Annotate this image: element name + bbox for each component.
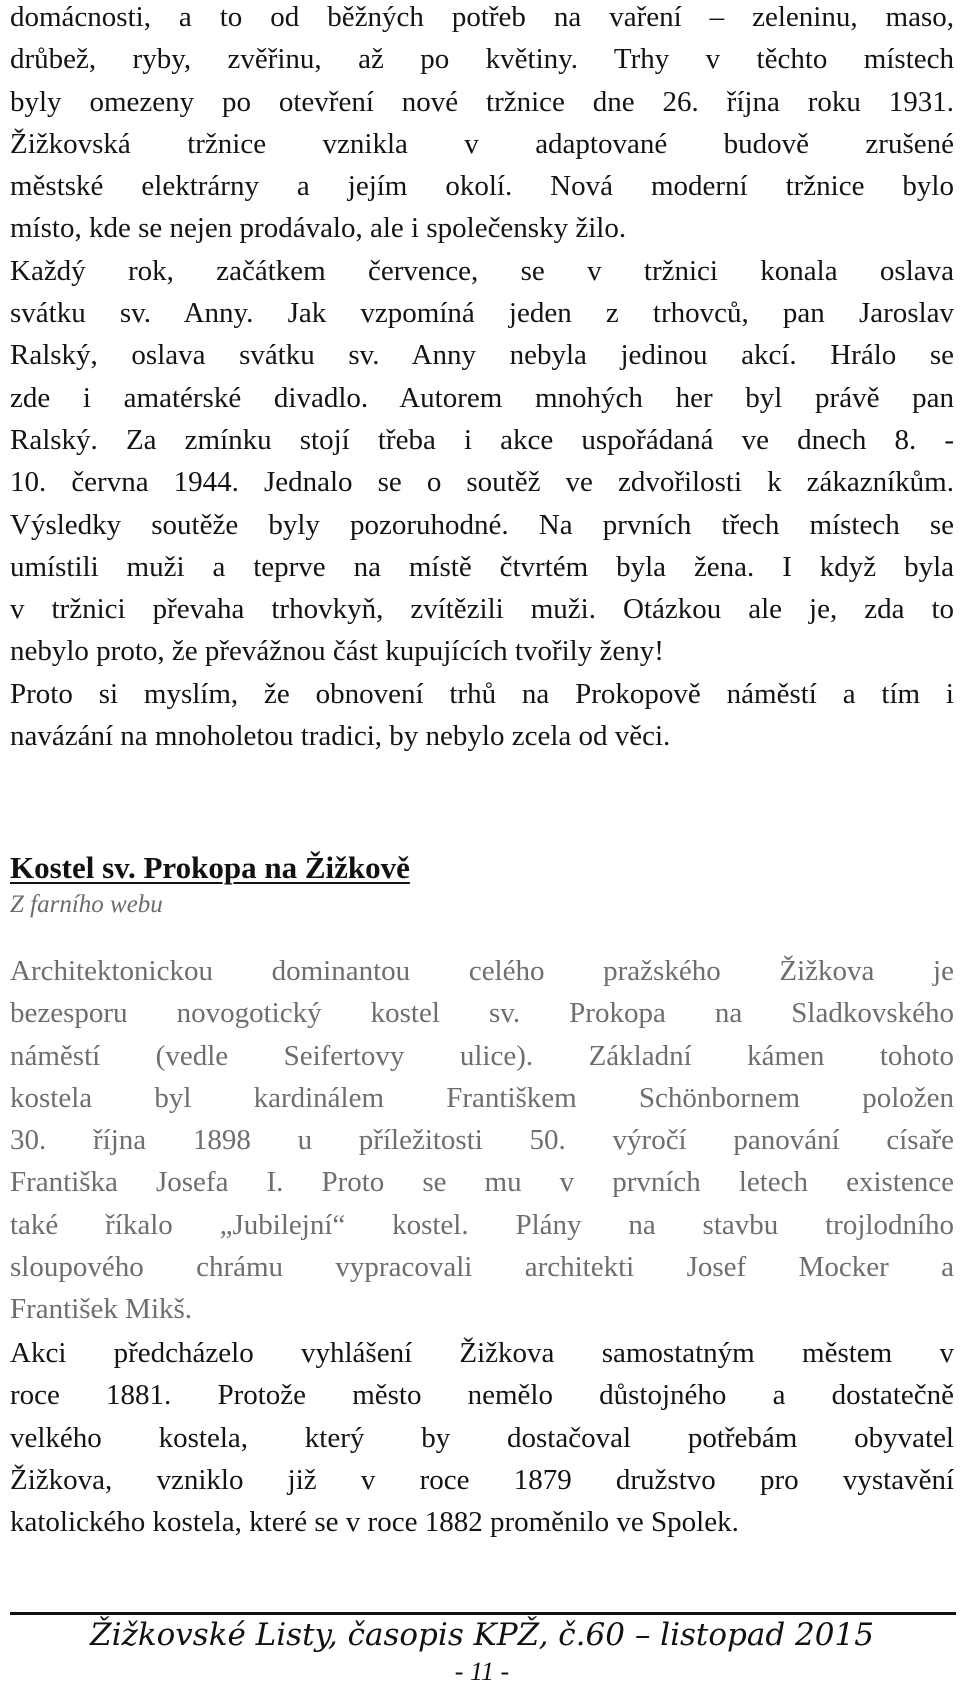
text-line: bezesporu novogotický kostel sv. Prokopa na Sladkovského xyxy=(10,997,954,1030)
text-line: Žižkovská tržnice vznikla v adaptované budově zrušené xyxy=(10,127,954,160)
footer-publication: Žižkovské Listy, časopis KPŽ, č.60 – listopad 2015 xyxy=(90,1617,874,1653)
text-line: městské elektrárny a jejím okolí. Nová moderní tržnice bylo xyxy=(10,170,954,203)
text-line: Františka Josefa I. Proto se mu v prvních letech existence xyxy=(10,1166,954,1199)
text-line: roce 1881. Protože město nemělo důstojného a dostatečně xyxy=(10,1379,954,1412)
text-line: navázání na mnoholetou tradici, by nebylo zcela od věci. xyxy=(10,720,671,753)
text-line: František Mikš. xyxy=(10,1293,193,1326)
text-line: zde i amatérské divadlo. Autorem mnohých her byl právě pan xyxy=(10,381,954,414)
text-line: 30. října 1898 u příležitosti 50. výročí panování císaře xyxy=(10,1124,954,1157)
church-history-paragraph xyxy=(10,1332,954,1543)
article-source: Z farního webu xyxy=(10,891,163,918)
page-number: - 11 - xyxy=(454,1657,510,1686)
text-line: Žižkova, vzniklo již v roce 1879 družstvo pro vystavění xyxy=(10,1463,954,1496)
text-line: v tržnici převaha trhovkyň, zvítězili muži. Otázkou ale je, zda to xyxy=(10,593,954,626)
article-heading-block xyxy=(10,848,954,922)
text-line: nebylo proto, že převážnou část kupujících tvořily ženy! xyxy=(10,635,664,668)
text-line: místo, kde se nejen prodávalo, ale i společensky žilo. xyxy=(10,212,627,245)
text-line: kostela byl kardinálem Františkem Schönbornem položen xyxy=(10,1081,954,1114)
text-line: také říkalo „Jubilejní“ kostel. Plány na stavbu trojlodního xyxy=(10,1208,954,1241)
text-line: náměstí (vedle Seifertovy ulice). Základní kámen tohoto xyxy=(10,1039,954,1072)
text-line: Ralský, oslava svátku sv. Anny nebyla jedinou akcí. Hrálo se xyxy=(10,339,954,372)
text-line: Každý rok, začátkem července, se v tržnici konala oslava xyxy=(10,254,954,287)
text-line: velkého kostela, který by dostačoval potřebám obyvatel xyxy=(10,1421,954,1454)
document-page xyxy=(10,0,954,1689)
text-line: Ralský. Za zmínku stojí třeba i akce uspořádaná ve dnech 8. - xyxy=(10,423,954,456)
article-title: Kostel sv. Prokopa na Žižkově xyxy=(10,850,410,885)
text-line: Proto si myslím, že obnovení trhů na Prokopově náměstí a tím i xyxy=(10,677,954,710)
text-line: umístili muži a teprve na místě čtvrtém byla žena. I když byla xyxy=(10,550,954,583)
text-line: domácnosti, a to od běžných potřeb na vaření – zeleninu, maso, xyxy=(10,1,954,33)
text-line: Architektonickou dominantou celého pražského Žižkova je xyxy=(10,955,954,987)
text-line: Výsledky soutěže byly pozoruhodné. Na prvních třech místech se xyxy=(10,508,954,541)
text-line: sloupového chrámu vypracovali architekti Josef Mocker a xyxy=(10,1251,954,1284)
text-line: Akci předcházelo vyhlášení Žižkova samostatným městem v xyxy=(10,1337,954,1369)
text-line: katolického kostela, které se v roce 1882 proměnilo ve Spolek. xyxy=(10,1506,739,1539)
text-line: drůbež, ryby, zvěřinu, až po květiny. Trhy v těchto místech xyxy=(10,43,954,76)
text-line: byly omezeny po otevření nové tržnice dne 26. října roku 1931. xyxy=(10,85,954,118)
text-line: 10. června 1944. Jednalo se o soutěž ve zdvořilosti k zákazníkům. xyxy=(10,466,954,499)
text-line: svátku sv. Anny. Jak vzpomíná jeden z trhovců, pan Jaroslav xyxy=(10,297,954,330)
market-history-paragraph xyxy=(10,0,954,757)
quoted-church-paragraph xyxy=(10,950,954,1331)
